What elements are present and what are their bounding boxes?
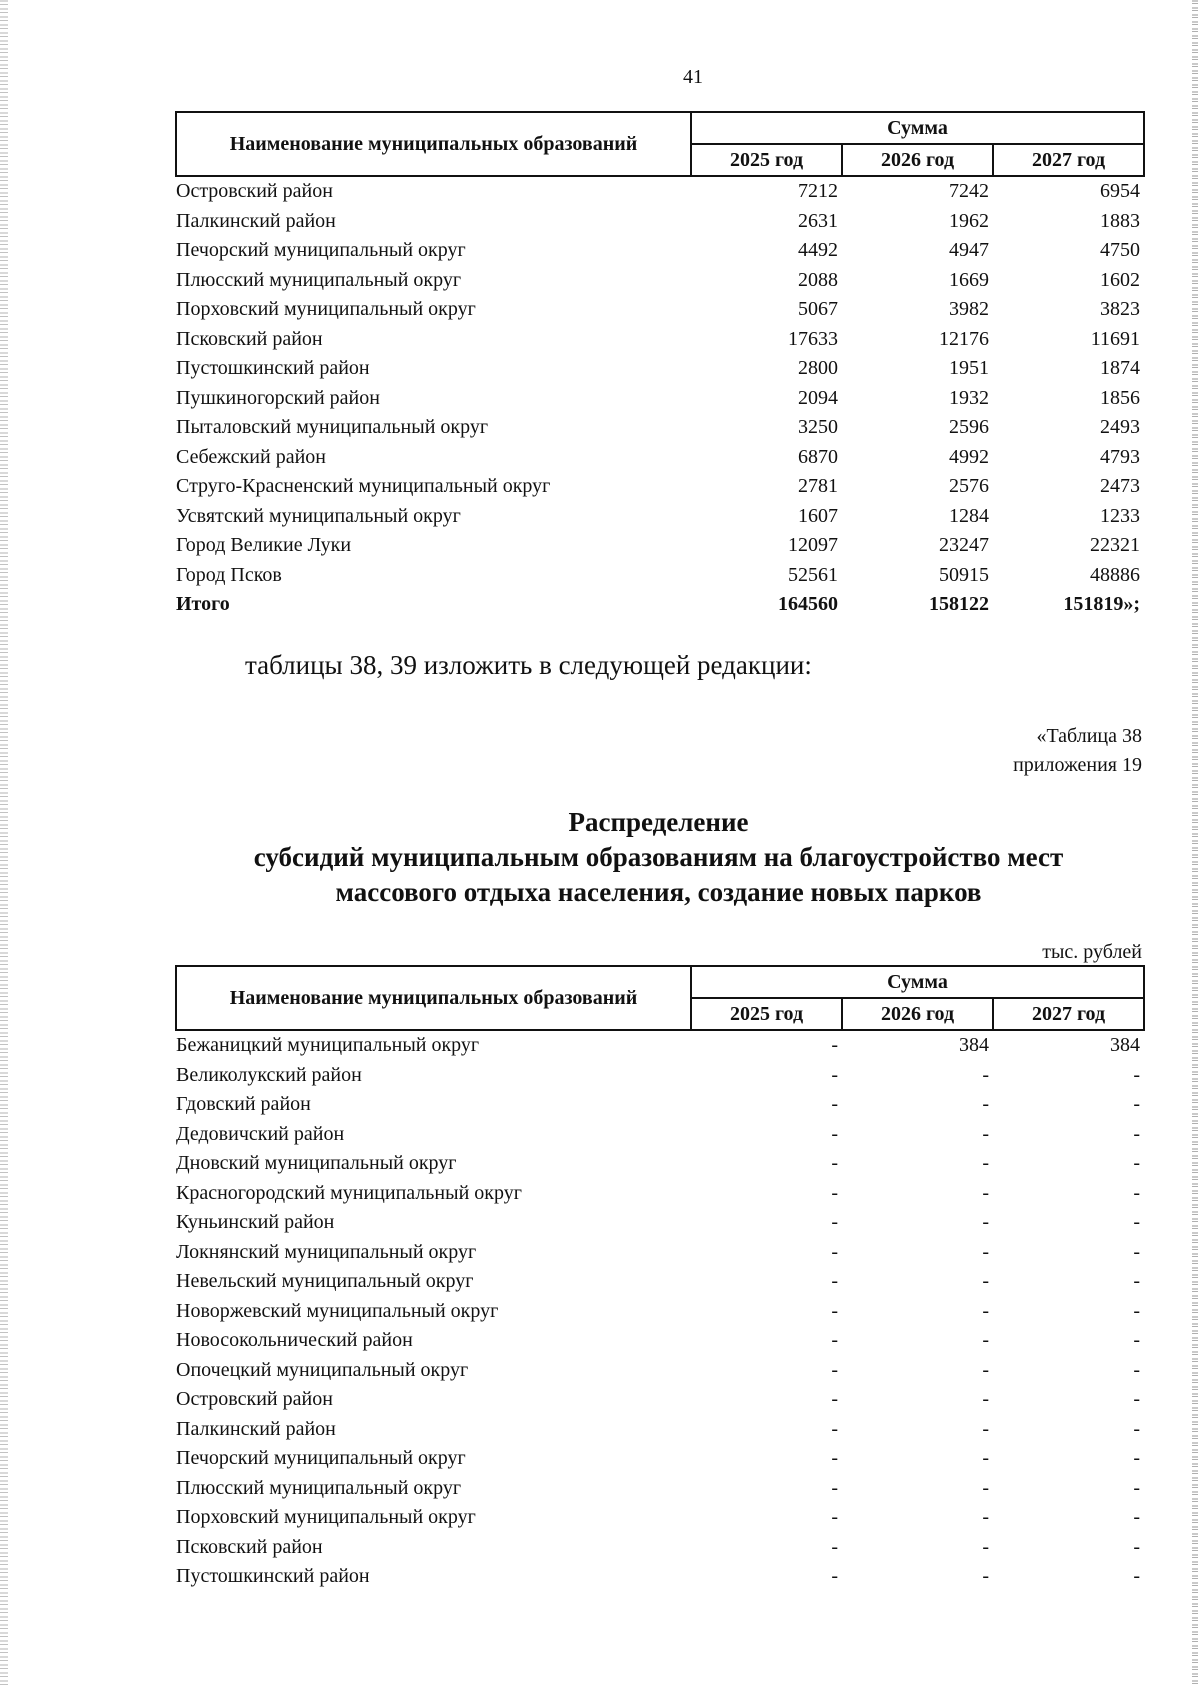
value-2027: 4793 (1100, 445, 1141, 468)
table-row (176, 413, 1144, 443)
table-row (176, 1061, 1144, 1091)
value-2027: 1856 (1100, 386, 1141, 409)
table-row (176, 443, 1144, 473)
subsidy-table-continued (175, 111, 1145, 620)
table-title (175, 805, 1142, 910)
table-row (176, 176, 1144, 207)
value-2027: - (1133, 1240, 1141, 1263)
table-row (176, 266, 1144, 296)
municipality-name: Красногородский муниципальный округ (176, 1181, 522, 1204)
value-2027: - (1133, 1447, 1141, 1469)
value-2025: 2781 (798, 475, 838, 497)
value-2027: 11691 (1090, 327, 1141, 350)
value-2026: 1284 (949, 504, 989, 527)
value-2027: - (1133, 1476, 1141, 1499)
table-header (176, 112, 1144, 176)
table-row (176, 1562, 1144, 1592)
value-2025: - (831, 1299, 838, 1322)
value-2027: - (1133, 1565, 1141, 1587)
value-2027: - (1133, 1358, 1141, 1381)
municipality-name: Печорский муниципальный округ (176, 1447, 466, 1469)
value-2027: - (1133, 1388, 1141, 1410)
municipality-name: Пыталовский муниципальный округ (176, 416, 489, 438)
value-2025: - (831, 1388, 838, 1410)
table-row (176, 295, 1144, 325)
municipality-name: Куньинский район (176, 1211, 335, 1233)
title-line-2: субсидий муниципальным образованиям на благоустройство мест (253, 842, 1064, 872)
municipality-name: Печорский муниципальный округ (176, 239, 466, 261)
table-row (176, 1179, 1144, 1209)
municipality-name: Струго-Красненский муниципальный округ (176, 475, 551, 497)
value-2026: 4947 (949, 239, 989, 261)
municipality-name: Плюсский муниципальный округ (176, 268, 462, 291)
value-2026: 7242 (949, 180, 989, 202)
value-2025: - (831, 1506, 838, 1528)
table-number: «Таблица 38 (1036, 725, 1142, 747)
municipality-name: Город Великие Луки (176, 534, 352, 556)
value-2026: - (982, 1093, 989, 1115)
value-2026: 1951 (949, 357, 989, 379)
value-2027: 22321 (1090, 534, 1141, 556)
value-2025: 12097 (788, 534, 838, 556)
value-2025: 3250 (798, 416, 838, 438)
value-2027: 384 (1110, 1034, 1141, 1056)
value-2025: - (831, 1329, 838, 1351)
value-2025: 1607 (798, 504, 838, 527)
municipality-name: Новосокольнический район (176, 1329, 413, 1351)
municipality-name: Гдовский район (176, 1093, 311, 1115)
value-2025: - (831, 1476, 838, 1499)
value-2025: 7212 (798, 180, 838, 202)
value-2026: 2576 (949, 475, 989, 497)
table-row (176, 325, 1144, 355)
table-row (176, 1444, 1144, 1474)
municipality-name: Бежаницкий муниципальный округ (176, 1034, 480, 1056)
total-row (176, 590, 1144, 620)
header-municipality: Наименование муниципальных образований (176, 112, 691, 176)
value-2026: - (982, 1211, 989, 1233)
value-2025: 2094 (798, 386, 838, 409)
header-municipality: Наименование муниципальных образований (176, 966, 691, 1030)
amendment-instruction: таблицы 38, 39 изложить в следующей редакции: (245, 650, 812, 680)
value-2027: - (1133, 1152, 1141, 1174)
value-2025: - (831, 1358, 838, 1381)
value-2025: 2088 (798, 268, 838, 291)
value-2025: - (831, 1152, 838, 1174)
table-row (176, 1090, 1144, 1120)
municipality-name: Город Псков (176, 563, 282, 586)
table-row (176, 1474, 1144, 1504)
municipality-name: Новоржевский муниципальный округ (176, 1299, 499, 1322)
table-row (176, 1297, 1144, 1327)
table-row (176, 1326, 1144, 1356)
municipality-name: Палкинский район (176, 209, 336, 232)
value-2026: - (982, 1240, 989, 1263)
page-number: 41 (683, 66, 703, 88)
table-38 (175, 965, 1145, 1592)
value-2026: - (982, 1063, 989, 1086)
value-2027: - (1133, 1181, 1141, 1204)
value-2025: - (831, 1447, 838, 1469)
value-2026: 1962 (949, 209, 989, 232)
table-row (176, 1030, 1144, 1061)
header-sum: Сумма (691, 966, 1144, 998)
municipality-name: Усвятский муниципальный округ (176, 504, 461, 527)
municipality-name: Дедовичский район (176, 1122, 345, 1145)
municipality-name: Великолукский район (176, 1063, 362, 1086)
value-2026: - (982, 1181, 989, 1204)
table-header (176, 966, 1144, 1030)
value-2026: 4992 (949, 445, 989, 468)
title-line-3: массового отдыха населения, создание новых парков (335, 877, 982, 907)
total-label: Итого (176, 593, 230, 615)
header-year-2027: 2027 год (993, 144, 1144, 176)
header-year-2026: 2026 год (842, 998, 993, 1030)
header-year-2026: 2026 год (842, 144, 993, 176)
value-2027: - (1133, 1535, 1141, 1558)
value-2026: - (982, 1388, 989, 1410)
title-line-1: Распределение (568, 807, 749, 837)
municipality-name: Пушкиногорский район (176, 386, 380, 409)
municipality-name: Себежский район (176, 445, 326, 468)
municipality-name: Порховский муниципальный округ (176, 298, 476, 320)
value-2025: - (831, 1063, 838, 1086)
table-row (176, 531, 1144, 561)
value-2026: - (982, 1447, 989, 1469)
municipality-name: Порховский муниципальный округ (176, 1506, 476, 1528)
value-2025: - (831, 1535, 838, 1558)
value-2027: 1883 (1100, 209, 1141, 232)
total-2025: 164560 (778, 593, 838, 615)
value-2026: - (982, 1476, 989, 1499)
value-2025: 6870 (798, 445, 838, 468)
value-2025: - (831, 1211, 838, 1233)
value-2026: - (982, 1270, 989, 1292)
value-2025: - (831, 1565, 838, 1587)
municipality-name: Псковский район (176, 1535, 323, 1558)
table-row (176, 1533, 1144, 1563)
value-2026: 1669 (949, 268, 989, 291)
header-year-2025: 2025 год (691, 998, 842, 1030)
value-2026: - (982, 1535, 989, 1558)
value-2025: - (831, 1181, 838, 1204)
value-2025: - (831, 1270, 838, 1292)
value-2027: - (1133, 1270, 1141, 1292)
value-2027: 1233 (1100, 504, 1141, 527)
value-2025: 52561 (788, 563, 838, 586)
value-2027: 3823 (1100, 298, 1141, 320)
header-sum: Сумма (691, 112, 1144, 144)
value-2027: - (1133, 1417, 1141, 1440)
value-2027: 2473 (1100, 475, 1141, 497)
value-2027: - (1133, 1122, 1141, 1145)
table-body (176, 1030, 1144, 1592)
value-2027: 48886 (1090, 563, 1141, 586)
value-2027: - (1133, 1063, 1141, 1086)
value-2026: 1932 (949, 386, 989, 409)
municipality-name: Островский район (176, 180, 333, 202)
table-row (176, 502, 1144, 532)
value-2026: - (982, 1565, 989, 1587)
municipality-name: Плюсский муниципальный округ (176, 1476, 462, 1499)
table-row (176, 1356, 1144, 1386)
value-2026: 2596 (949, 416, 989, 438)
value-2025: - (831, 1417, 838, 1440)
value-2027: 4750 (1100, 239, 1141, 261)
scan-edge-right (1192, 0, 1198, 1686)
municipality-name: Опочецкий муниципальный округ (176, 1358, 469, 1381)
value-2026: - (982, 1152, 989, 1174)
value-2026: - (982, 1329, 989, 1351)
value-2025: 17633 (788, 327, 838, 350)
municipality-name: Псковский район (176, 327, 323, 350)
value-2027: 1602 (1100, 268, 1141, 291)
table-row (176, 1120, 1144, 1150)
appendix-reference: приложения 19 (1013, 754, 1142, 776)
value-2025: - (831, 1122, 838, 1145)
value-2027: 6954 (1100, 180, 1141, 202)
value-2025: 2631 (798, 209, 838, 232)
units-label: тыс. рублей (1042, 941, 1142, 963)
value-2025: 5067 (798, 298, 838, 320)
table-row (176, 354, 1144, 384)
table-row (176, 1238, 1144, 1268)
value-2026: 3982 (949, 298, 989, 320)
total-2027: 151819»; (1063, 593, 1141, 615)
value-2027: - (1133, 1211, 1141, 1233)
value-2027: - (1133, 1329, 1141, 1351)
value-2026: - (982, 1358, 989, 1381)
table-row (176, 472, 1144, 502)
total-2026: 158122 (929, 593, 989, 615)
table-body (176, 176, 1144, 620)
table-row (176, 207, 1144, 237)
value-2026: 23247 (939, 534, 989, 556)
table-row (176, 1415, 1144, 1445)
header-year-2025: 2025 год (691, 144, 842, 176)
value-2027: - (1133, 1299, 1141, 1322)
value-2026: - (982, 1417, 989, 1440)
table-row (176, 384, 1144, 414)
value-2025: 4492 (798, 239, 838, 261)
table-row (176, 1267, 1144, 1297)
table-caption (1013, 722, 1142, 780)
value-2026: - (982, 1299, 989, 1322)
municipality-name: Пустошкинский район (176, 357, 370, 379)
table-row (176, 1208, 1144, 1238)
value-2027: - (1133, 1093, 1141, 1115)
table-row (176, 1385, 1144, 1415)
value-2026: 12176 (939, 327, 989, 350)
value-2027: - (1133, 1506, 1141, 1528)
municipality-name: Пустошкинский район (176, 1565, 370, 1587)
scan-edge-left (0, 0, 8, 1686)
table-row (176, 1149, 1144, 1179)
value-2027: 1874 (1100, 357, 1141, 379)
value-2026: - (982, 1506, 989, 1528)
value-2025: - (831, 1093, 838, 1115)
value-2025: - (831, 1240, 838, 1263)
value-2025: - (831, 1034, 838, 1056)
value-2027: 2493 (1100, 416, 1141, 438)
value-2026: 50915 (939, 563, 989, 586)
municipality-name: Островский район (176, 1388, 333, 1410)
table-row (176, 1503, 1144, 1533)
table-row (176, 236, 1144, 266)
municipality-name: Локнянский муниципальный округ (176, 1240, 477, 1263)
municipality-name: Невельский муниципальный округ (176, 1270, 474, 1292)
value-2025: 2800 (798, 357, 838, 379)
municipality-name: Дновский муниципальный округ (176, 1152, 457, 1174)
header-year-2027: 2027 год (993, 998, 1144, 1030)
municipality-name: Палкинский район (176, 1417, 336, 1440)
value-2026: 384 (959, 1034, 989, 1056)
table-row (176, 561, 1144, 591)
value-2026: - (982, 1122, 989, 1145)
